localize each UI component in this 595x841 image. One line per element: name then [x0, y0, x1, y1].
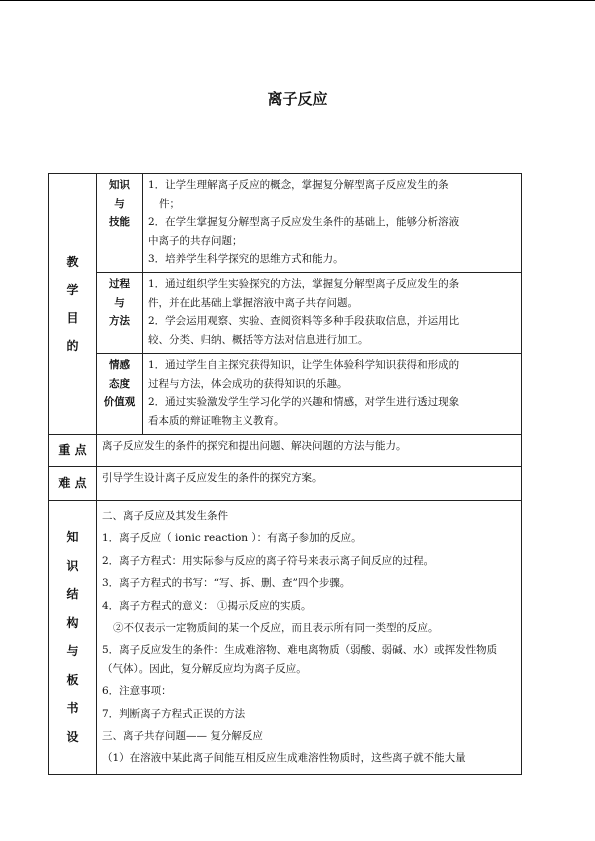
objective-row-knowledge: [49, 174, 522, 273]
knowledge-label: 知识 与 技能: [97, 174, 143, 273]
process-label: 过程 与 方法: [97, 273, 143, 354]
difficulty-label: 难 点: [49, 467, 97, 501]
board-row: [49, 501, 522, 775]
process-content: 1．通过组织学生实验探究的方法，掌握复分解型离子反应发生的条 件，并在此基础上掌握溶液中离子共存问题。 2．学会运用观察、实验、查阅资料等多种手段获取信息，并运用比 较、分类、归纳、概括等方法对信息进行加工。: [143, 273, 522, 354]
difficulty-row: [49, 467, 522, 501]
top-rule: [0, 0, 595, 1]
objectives-label: 教 学 目 的: [49, 174, 97, 435]
key-point-content: 离子反应发生的条件的探究和提出问题、解决问题的方法与能力。: [97, 435, 522, 467]
attitude-content: 1．通过学生自主探究获得知识，让学生体验科学知识获得和形成的 过程与方法，体会成功的获得知识的乐趣。 2．通过实验激发学生学习化学的兴趣和情感，对学生进行透过现象 看本质的辩证唯物主义教育。: [143, 354, 522, 435]
board-content: 二、离子反应及其发生条件 1．离子反应（ ionic reaction ）：有离子参加的反应。 2．离子方程式：用实际参与反应的离子符号来表示离子间反应的过程。 3．离子方程式的书写：“写、拆、删、查”四个步骤。 4．离子方程式的意义： ①揭示反应的实质。 ②不仅表示一定物质间的某一个反应，而且表示所有同一类型的反应。 5．离子反应发生的条件：生成难溶物、难电离物质（弱酸、弱碱、水）或挥发性物质（气体）。因此，复分解反应均为离子反应。 6．注意事项： 7．判断离子方程式正误的方法 三、离子共存问题—— 复分解反应 （1）在溶液中某此离子间能互相反应生成难溶性物质时，这些离子就不能大量: [97, 501, 522, 775]
key-point-row: [49, 435, 522, 467]
difficulty-content: 引导学生设计离子反应发生的条件的探究方案。: [97, 467, 522, 501]
objective-row-attitude: [49, 354, 522, 435]
page-title: 离子反应: [267, 90, 328, 108]
objective-row-process: [49, 273, 522, 354]
attitude-label: 情感 态度 价值观: [97, 354, 143, 435]
board-label: 知 识 结 构 与 板 书 设: [49, 501, 97, 775]
key-point-label: 重 点: [49, 435, 97, 467]
lesson-plan-table: [48, 173, 522, 775]
knowledge-content: 1．让学生理解离子反应的概念，掌握复分解型离子反应发生的条 件； 2．在学生掌握复分解型离子反应发生条件的基础上，能够分析溶液 中离子的共存问题； 3．培养学生科学探究的思维方式和能力。: [143, 174, 522, 273]
